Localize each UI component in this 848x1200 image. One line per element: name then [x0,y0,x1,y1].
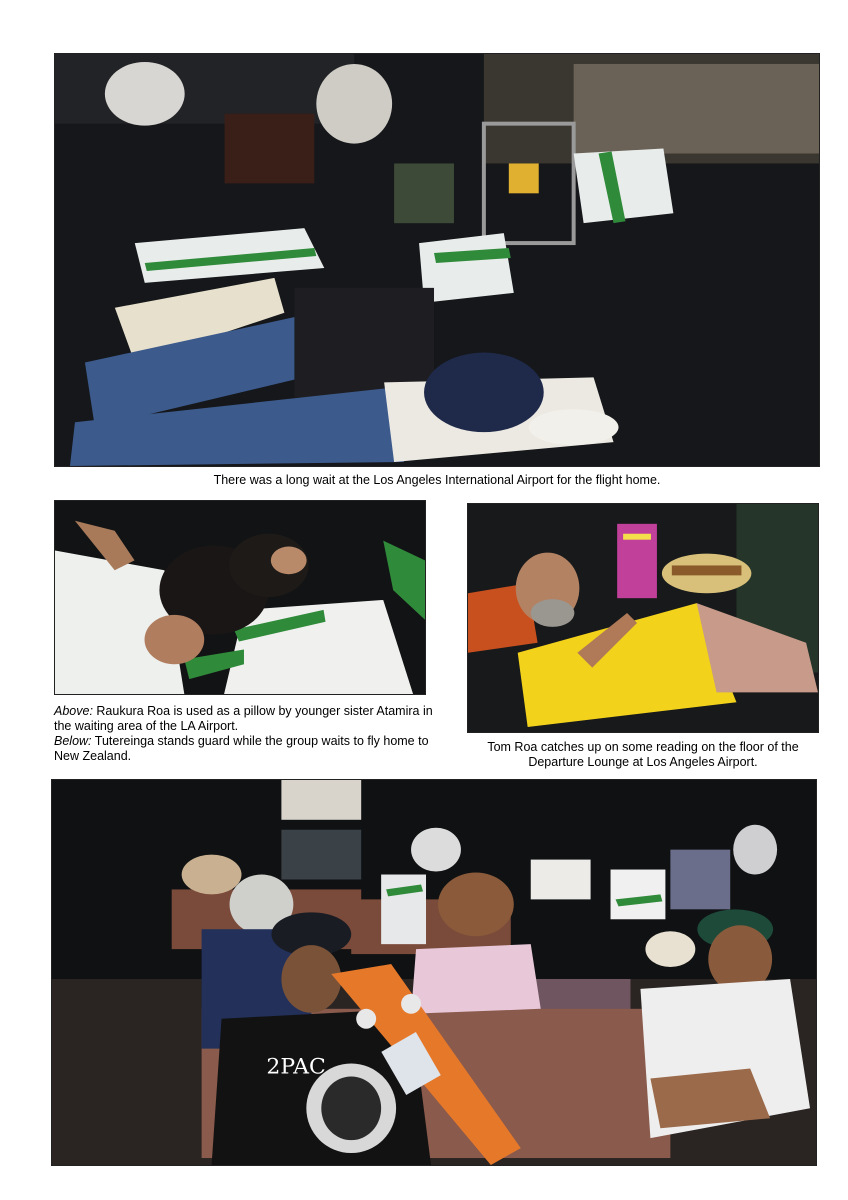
shirt-text: 2PAC [266,1054,326,1080]
caption-middle-right: Tom Roa catches up on some reading on the floor of the Departure Lounge at Los Angeles Airport. [487,740,799,769]
caption-middle-left [54,704,434,764]
photo-sisters [54,500,426,695]
photo-lounge [51,779,817,1166]
photo-reading-image [468,504,818,732]
photo-airport-floor [54,53,820,467]
photo-sisters-image [55,501,425,694]
photo-reading [467,503,819,733]
photo-lounge-image [52,780,816,1165]
photo-airport-floor-image [55,54,819,466]
caption-above-label: Above: [54,704,93,718]
caption-top: There was a long wait at the Los Angeles International Airport for the flight home. [213,473,661,487]
caption-above-text: Raukura Roa is used as a pillow by younger sister Atamira in the waiting area of the LA Airport. [54,704,433,733]
caption-below-label: Below: [54,734,92,748]
caption-below-text: Tutereinga stands guard while the group waits to fly home to New Zealand. [54,734,429,763]
